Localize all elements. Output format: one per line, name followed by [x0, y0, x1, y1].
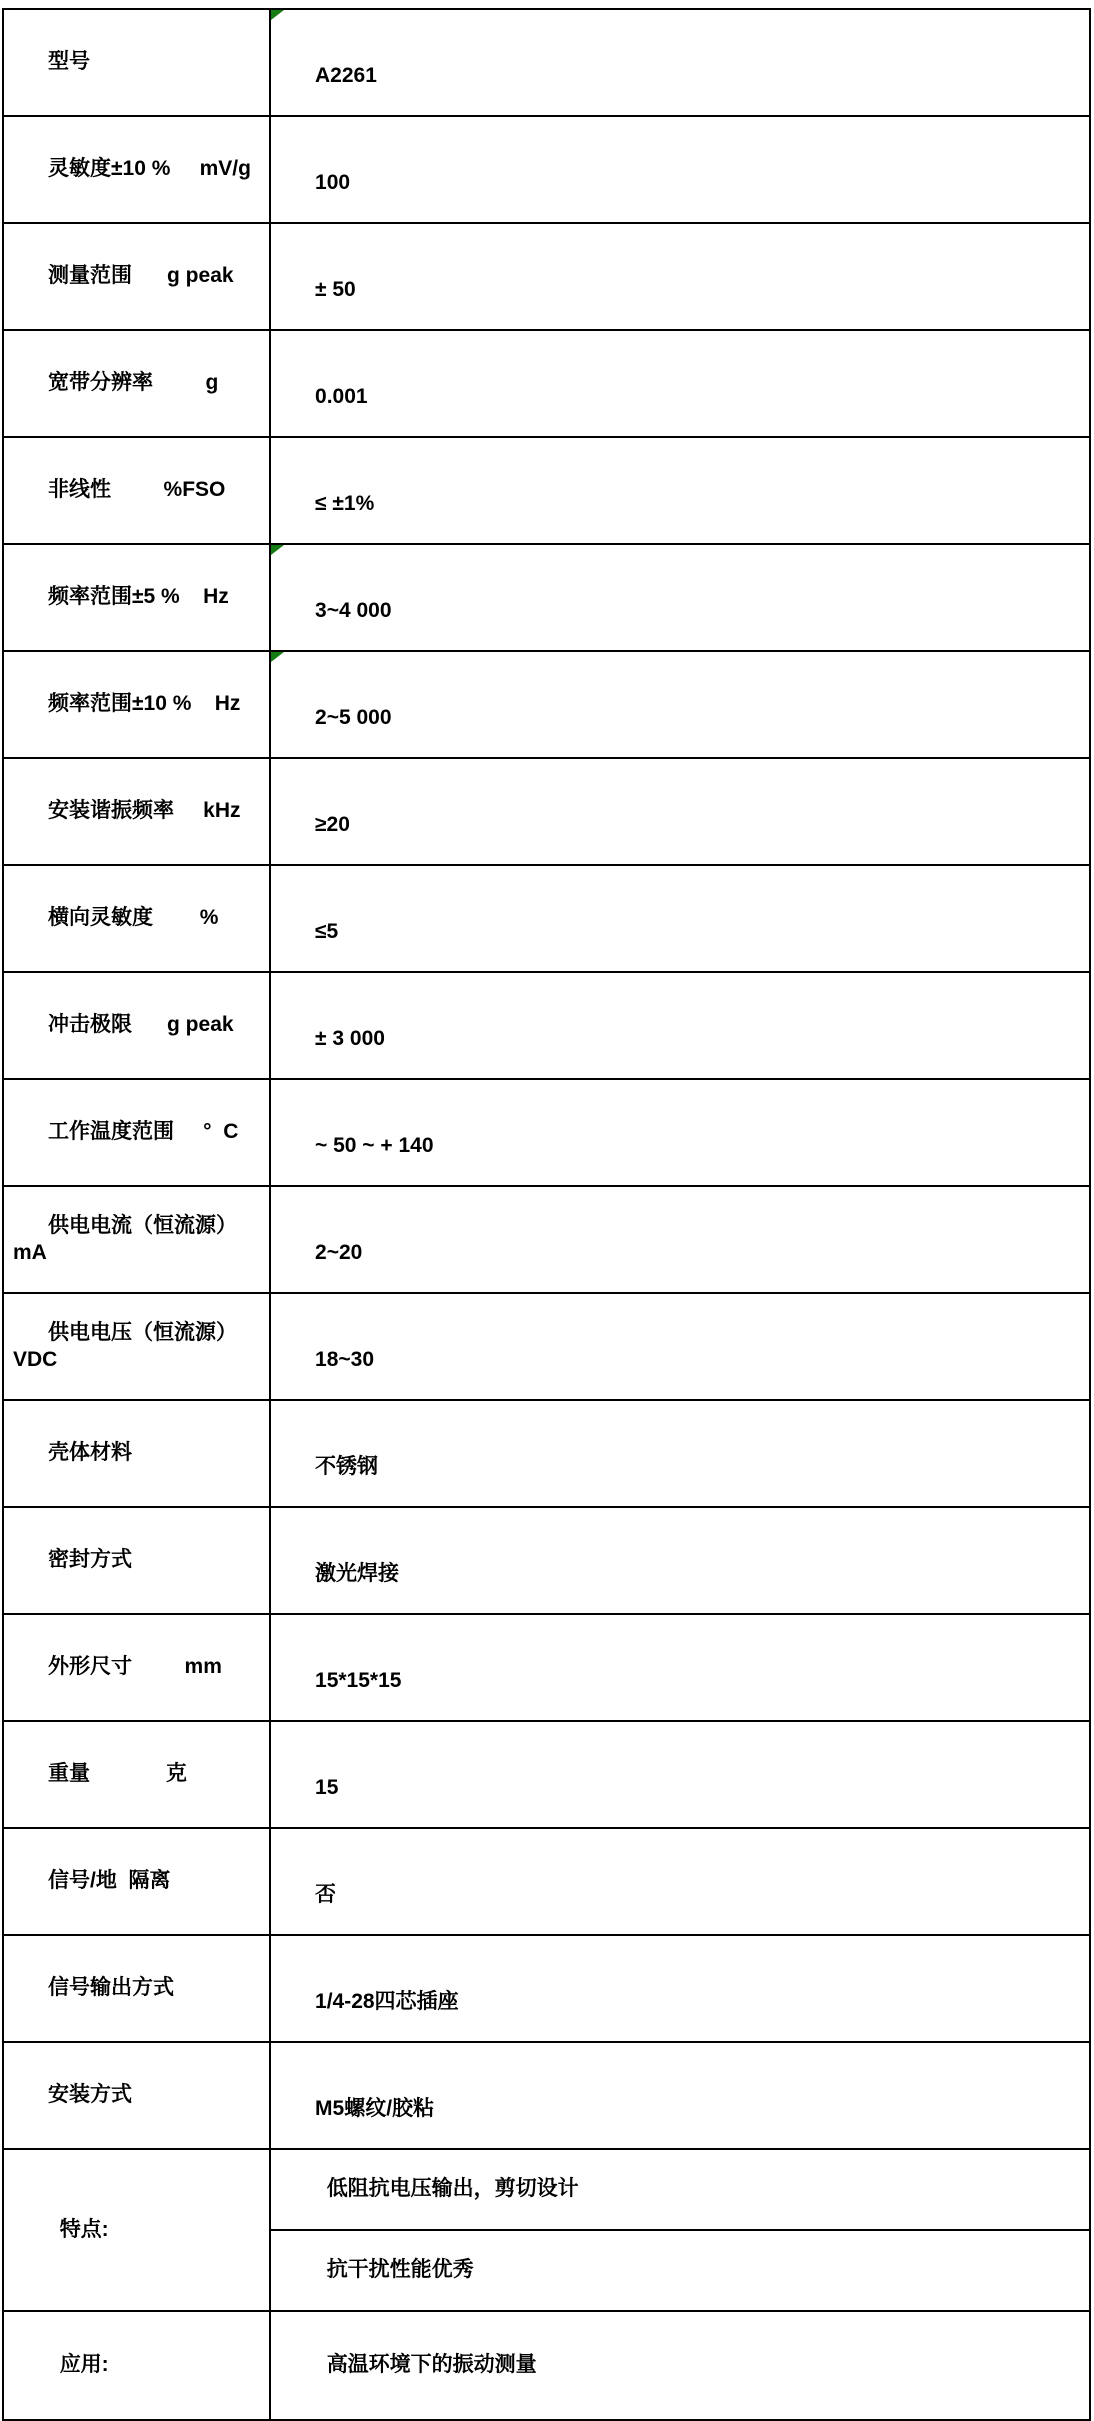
features-value-2: 抗干扰性能优秀 [326, 2258, 474, 2281]
spec-table [2, 8, 1091, 2421]
spec-value: ≥20 [315, 812, 350, 836]
spec-value-cell [270, 544, 1090, 651]
spec-value: ± 50 [315, 277, 356, 301]
spec-value-cell [270, 9, 1090, 116]
spec-value: 否 [315, 1882, 337, 1906]
spec-label: 重量 克 [48, 1762, 187, 1786]
spec-label-cell [3, 116, 270, 223]
table-row [3, 1293, 1090, 1400]
spec-value-cell [270, 1400, 1090, 1507]
spec-label-cell [3, 972, 270, 1079]
spec-label-cell [3, 758, 270, 865]
spec-label: 信号/地 隔离 [48, 1869, 171, 1893]
table-row [3, 1079, 1090, 1186]
spec-label-cell [3, 1935, 270, 2042]
spec-value-cell [270, 2042, 1090, 2149]
table-row [3, 1186, 1090, 1293]
spec-value: 15*15*15 [315, 1668, 402, 1692]
table-row [3, 9, 1090, 116]
spec-value: 3~4 000 [315, 598, 392, 622]
application-value: 高温环境下的振动测量 [326, 2352, 537, 2376]
spec-label: 型号 [48, 50, 91, 74]
spec-value: 100 [315, 170, 351, 194]
spec-label-cell [3, 2042, 270, 2149]
spec-label: 信号输出方式 [48, 1976, 175, 2000]
features-value-1: 低阻抗电压输出，剪切设计 [326, 2177, 579, 2201]
table-row [3, 1721, 1090, 1828]
spec-value: 15 [315, 1775, 339, 1799]
table-row [3, 651, 1090, 758]
spec-label-cell [3, 1507, 270, 1614]
table-row [3, 758, 1090, 865]
table-row [3, 544, 1090, 651]
features-value-cell-2 [270, 2230, 1090, 2311]
spec-label-cell [3, 1186, 270, 1293]
spec-value: ≤ ±1% [315, 491, 375, 515]
spec-label: 冲击极限 g peak [48, 1013, 234, 1037]
spec-label-cell [3, 544, 270, 651]
spec-label-cell [3, 1079, 270, 1186]
comment-marker-icon [271, 652, 284, 662]
spec-value: 激光焊接 [315, 1561, 400, 1585]
spec-label-cell [3, 865, 270, 972]
spec-label: 测量范围 g peak [48, 264, 234, 288]
spec-label: 安装方式 [48, 2083, 133, 2107]
comment-marker-icon [271, 10, 284, 20]
spec-value: 2~5 000 [315, 705, 392, 729]
spec-label-cell [3, 1614, 270, 1721]
table-row [3, 437, 1090, 544]
spec-value-cell [270, 1186, 1090, 1293]
application-value-cell [270, 2311, 1090, 2420]
spec-value-cell [270, 116, 1090, 223]
application-label: 应用: [59, 2352, 109, 2376]
spec-value: 0.001 [315, 384, 368, 408]
spec-label-cell [3, 1293, 270, 1400]
spec-label: 供电电压（恒流源）VDC [13, 1321, 238, 1371]
spec-value-cell [270, 1614, 1090, 1721]
spec-value: 2~20 [315, 1240, 363, 1264]
table-row [3, 972, 1090, 1079]
spec-label: 频率范围±10 % Hz [48, 692, 241, 716]
spec-label: 频率范围±5 % Hz [48, 585, 229, 609]
spec-value-cell [270, 651, 1090, 758]
spec-value: 18~30 [315, 1347, 374, 1371]
features-label: 特点: [59, 2217, 109, 2241]
spec-label: 壳体材料 [48, 1441, 133, 1465]
spec-label-cell [3, 330, 270, 437]
spec-value-cell [270, 1507, 1090, 1614]
spec-label: 外形尺寸 mm [48, 1655, 222, 1679]
spec-value-cell [270, 223, 1090, 330]
features-label-cell [3, 2149, 270, 2311]
spec-label-cell [3, 1721, 270, 1828]
table-row [3, 1400, 1090, 1507]
spec-label: 横向灵敏度 % [48, 906, 219, 930]
application-section [3, 2311, 1090, 2420]
table-row [3, 1507, 1090, 1614]
spec-value: ~ 50 ~ + 140 [315, 1133, 434, 1157]
comment-marker-icon [271, 545, 284, 555]
table-row [3, 116, 1090, 223]
spec-value-cell [270, 437, 1090, 544]
table-row [3, 330, 1090, 437]
spec-value-cell [270, 1935, 1090, 2042]
table-row [3, 1828, 1090, 1935]
application-label-cell [3, 2311, 270, 2420]
spec-label-cell [3, 1828, 270, 1935]
features-value-cell-1 [270, 2149, 1090, 2230]
features-section [3, 2149, 1090, 2311]
table-row [3, 865, 1090, 972]
spec-label: 供电电流（恒流源） mA [13, 1214, 243, 1264]
spec-table-body [3, 9, 1090, 2149]
spec-label: 灵敏度±10 % mV/g [48, 157, 251, 181]
spec-label: 密封方式 [48, 1548, 133, 1572]
table-row [3, 1614, 1090, 1721]
table-row [3, 2149, 1090, 2230]
table-row [3, 2042, 1090, 2149]
spec-label-cell [3, 651, 270, 758]
spec-value-cell [270, 1079, 1090, 1186]
spec-label: 非线性 %FSO [48, 478, 226, 502]
spec-value-cell [270, 758, 1090, 865]
spec-label-cell [3, 223, 270, 330]
spec-label: 工作温度范围 ° C [48, 1120, 239, 1144]
spec-value: A2261 [315, 63, 377, 87]
spec-value-cell [270, 1721, 1090, 1828]
spec-label-cell [3, 437, 270, 544]
spec-value: ± 3 000 [315, 1026, 385, 1050]
spec-label: 宽带分辨率 g [48, 371, 219, 395]
spec-value-cell [270, 330, 1090, 437]
spec-value: 不锈钢 [315, 1454, 379, 1478]
spec-value-cell [270, 972, 1090, 1079]
table-row [3, 223, 1090, 330]
spec-label-cell [3, 1400, 270, 1507]
spec-label: 安装谐振频率 kHz [48, 799, 241, 823]
spec-label-cell [3, 9, 270, 116]
table-row [3, 1935, 1090, 2042]
spec-value: 1/4-28四芯插座 [315, 1989, 459, 2013]
spec-value-cell [270, 865, 1090, 972]
table-row [3, 2311, 1090, 2420]
spec-value: M5螺纹/胶粘 [315, 2096, 435, 2120]
spec-value-cell [270, 1828, 1090, 1935]
spec-value: ≤5 [315, 919, 339, 943]
spec-value-cell [270, 1293, 1090, 1400]
